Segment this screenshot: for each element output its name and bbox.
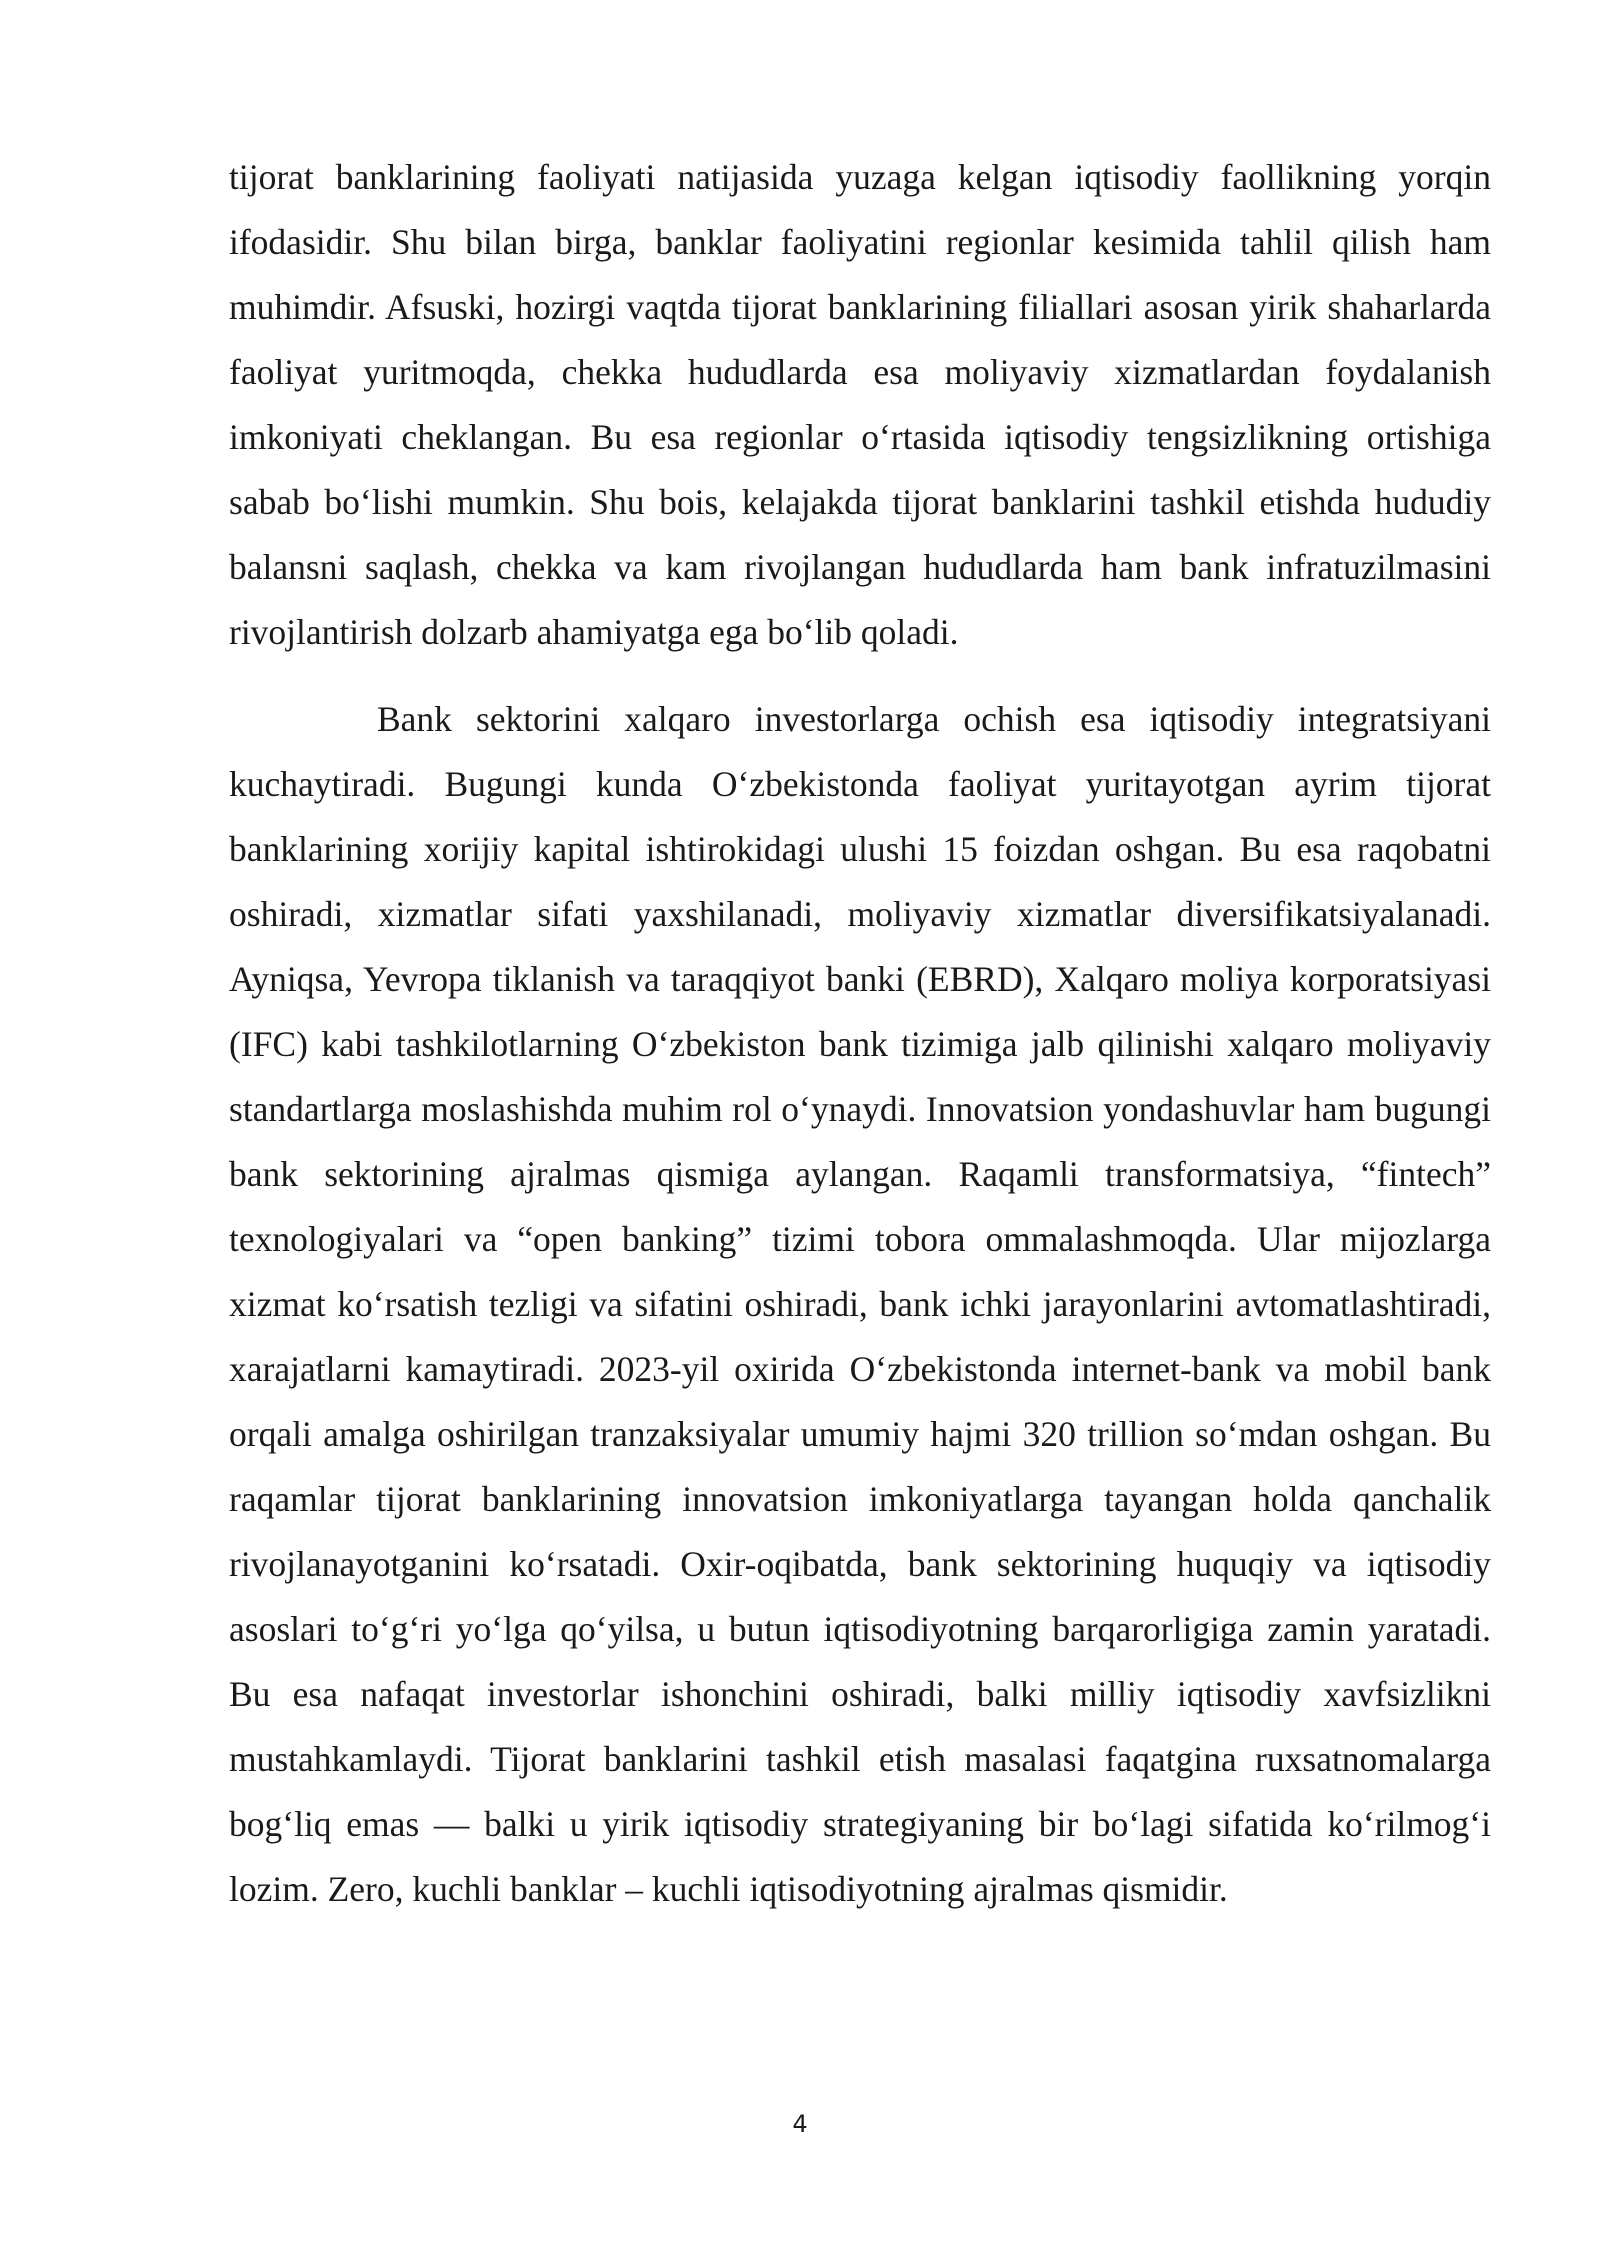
paragraph-bank-sector: Bank sektorini xalqaro investorlarga ochish esa iqtisodiy integratsiyani kuchaytiradi. Bugungi kunda O‘zbekistonda faoliyat yuritayotgan ayrim tijorat banklarining xorijiy kapital ishtirokidagi ulushi 15 foizdan oshgan. Bu esa raqobatni oshiradi, xizmatlar sifati yaxshilanadi, moliyaviy xizmatlar diversifikatsiyalanadi. Ayniqsa, Yevropa tiklanish va taraqqiyot banki (EBRD), Xalqaro moliya korporatsiyasi (IFC) kabi tashkilotlarning O‘zbekiston bank tizimiga jalb qilinishi xalqaro moliyaviy standartlarga moslashishda muhim rol o‘ynaydi. Innovatsion yondashuvlar ham bugungi bank sektorining ajralmas qismiga aylangan. Raqamli transformatsiya, “fintech” texnologiyalari va “open banking” tizimi tobora ommalashmoqda. Ular mijozlarga xizmat ko‘rsatish tezligi va sifatini oshiradi, bank ichki jarayonlarini avtomatlashtiradi, xarajatlarni kamaytiradi. 2023-yil oxirida O‘zbekistonda internet-bank va mobil bank orqali amalga oshirilgan tranzaksiyalar umumiy hajmi 320 trillion so‘mdan oshgan. Bu raqamlar tijorat banklarining innovatsion imkoniyatlarga tayangan holda qanchalik rivojlanayotganini ko‘rsatadi. Oxir-oqibatda, bank sektorining huquqiy va iqtisodiy asoslari to‘g‘ri yo‘lga qo‘yilsa, u butun iqtisodiyotning barqarorligiga zamin yaratadi. Bu esa nafaqat investorlar ishonchini oshiradi, balki milliy iqtisodiy xavfsizlikni mustahkamlaydi. Tijorat banklarini tashkil etish masalasi faqatgina ruxsatnomalarga bog‘liq emas — balki u yirik iqtisodiy strategiyaning bir bo‘lagi sifatida ko‘rilmog‘i lozim. Zero, kuchli banklar – kuchli iqtisodiyotning ajralmas qismidir. xyxy=(229,699,1491,1909)
page-number: 4 xyxy=(792,2110,808,2138)
body-text xyxy=(229,145,1491,1922)
paragraph-continuation: tijorat banklarining faoliyati natijasida yuzaga kelgan iqtisodiy faollikning yorqin ifodasidir. Shu bilan birga, banklar faoliyatini regionlar kesimida tahlil qilish ham muhimdir. Afsuski, hozirgi vaqtda tijorat banklarining filiallari asosan yirik shaharlarda faoliyat yuritmoqda, chekka hududlarda esa moliyaviy xizmatlardan foydalanish imkoniyati cheklangan. Bu esa regionlar o‘rtasida iqtisodiy tengsizlikning ortishiga sabab bo‘lishi mumkin. Shu bois, kelajakda tijorat banklarini tashkil etishda hududiy balansni saqlash, chekka va kam rivojlangan hududlarda ham bank infratuzilmasini rivojlantirish dolzarb ahamiyatga ega bo‘lib qoladi. xyxy=(229,157,1491,652)
